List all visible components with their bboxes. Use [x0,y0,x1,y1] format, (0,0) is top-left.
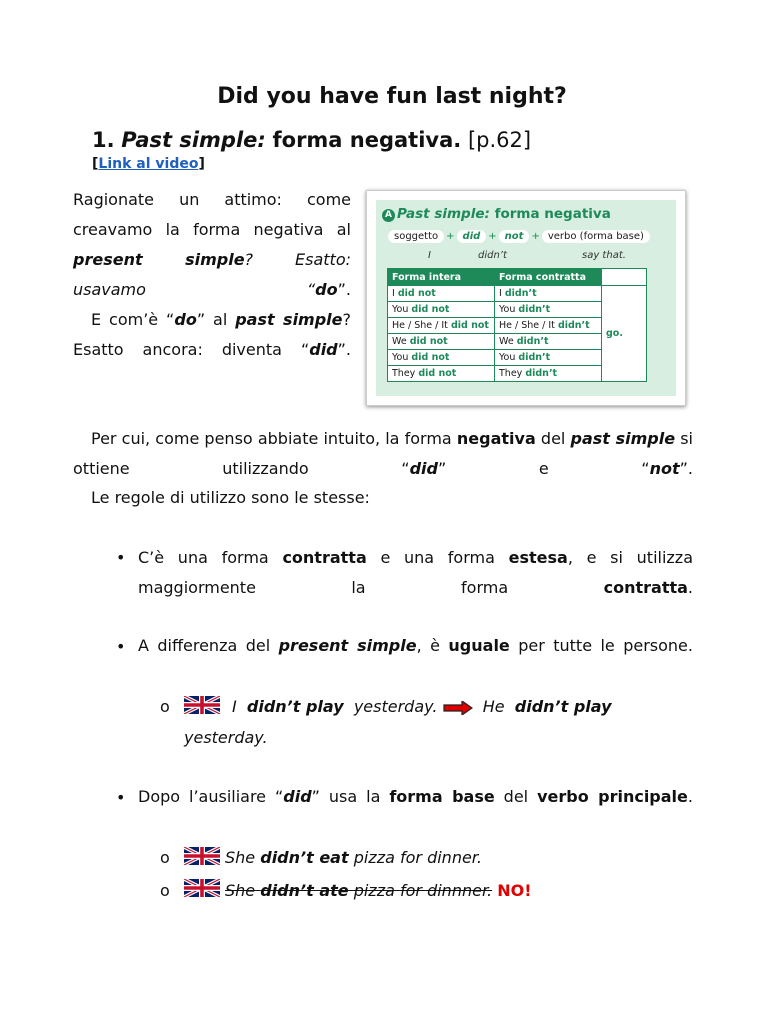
sub-bullet-marker: o [160,848,170,867]
table-row: You did not You didn’t [388,350,647,366]
bullet-marker: • [116,548,126,567]
page-title: Did you have fun last night? [217,84,567,109]
bullet-marker: • [116,788,126,807]
sub-bullet-marker: o [160,881,170,900]
uk-flag-icon [184,879,220,897]
bullet-same-for-all: A differenza del present simple, è uguale per tutte le persone. [138,636,693,655]
table-row: I did not I didn’t go. [388,286,647,302]
example-didnt-eat: She didn’t eat pizza for dinner. [225,848,482,867]
example-wrong-didnt-ate: She didn’t ate pizza for dinnner. NO! [225,881,532,900]
rule-paragraph: Per cui, come penso abbiate intuito, la forma negativa del past simple si ottiene utilizzando “did” e “not”. [73,429,693,478]
bullet-base-form: Dopo l’ausiliare “did” usa la forma base del verbo principale. [138,787,693,806]
section-heading: 1. Past simple: forma negativa. [p.62] [92,128,532,152]
table-row: He / She / It did not He / She / It didn’t [388,318,647,334]
no-label: NO! [497,881,532,900]
bullet-marker: • [116,637,126,656]
video-link-line: [Link al video] [92,156,205,172]
sub-bullet-marker: o [160,697,170,716]
table-row: You did not You didn’t [388,302,647,318]
video-link[interactable]: Link al video [98,156,199,172]
table-row: We did not We didn’t [388,334,647,350]
rules-same-line: Le regole di utilizzo sono le stesse: [91,488,370,507]
example-didnt-play: I didn’t play yesterday. He didn’t play [232,697,612,716]
textbook-panel: A Past simple: forma negativa soggetto + did + not + verbo (forma base) I didn’t say that. Forma intera Forma contratta I did not I didn’t go. You did not You didn’t He / She / It did not He / She / It didn’t We did not We didn’t You did not You didn’t They did not They didn’t [376,200,676,396]
intro-paragraph-2: E com’è “do” al past simple? Esatto ancora: diventa “did”. [73,310,352,359]
formula-row: soggetto + did + not + verbo (forma base) [388,230,650,243]
section-a-icon: A [382,209,395,222]
uk-flag-icon [184,696,220,714]
intro-paragraph-1: Ragionate un attimo: come creavamo la forma negativa al present simple? Esatto: usavamo “do”. [73,190,351,299]
table-row: They did not They didn’t [388,366,647,382]
red-arrow-icon [443,701,473,715]
textbook-excerpt-image [366,190,686,406]
example-continuation: yesterday. [184,728,268,747]
bullet-contracted-form: C’è una forma contratta e una forma estesa, e si utilizza maggiormente la forma contratta. [138,548,694,597]
negative-form-table: Forma intera Forma contratta I did not I didn’t go. You did not You didn’t He / She / It did not He / She / It didn’t We did not We didn’t You did not You didn’t They did not They didn’t [387,268,647,382]
uk-flag-icon [184,847,220,865]
textbook-heading: A Past simple: forma negativa [382,206,611,222]
